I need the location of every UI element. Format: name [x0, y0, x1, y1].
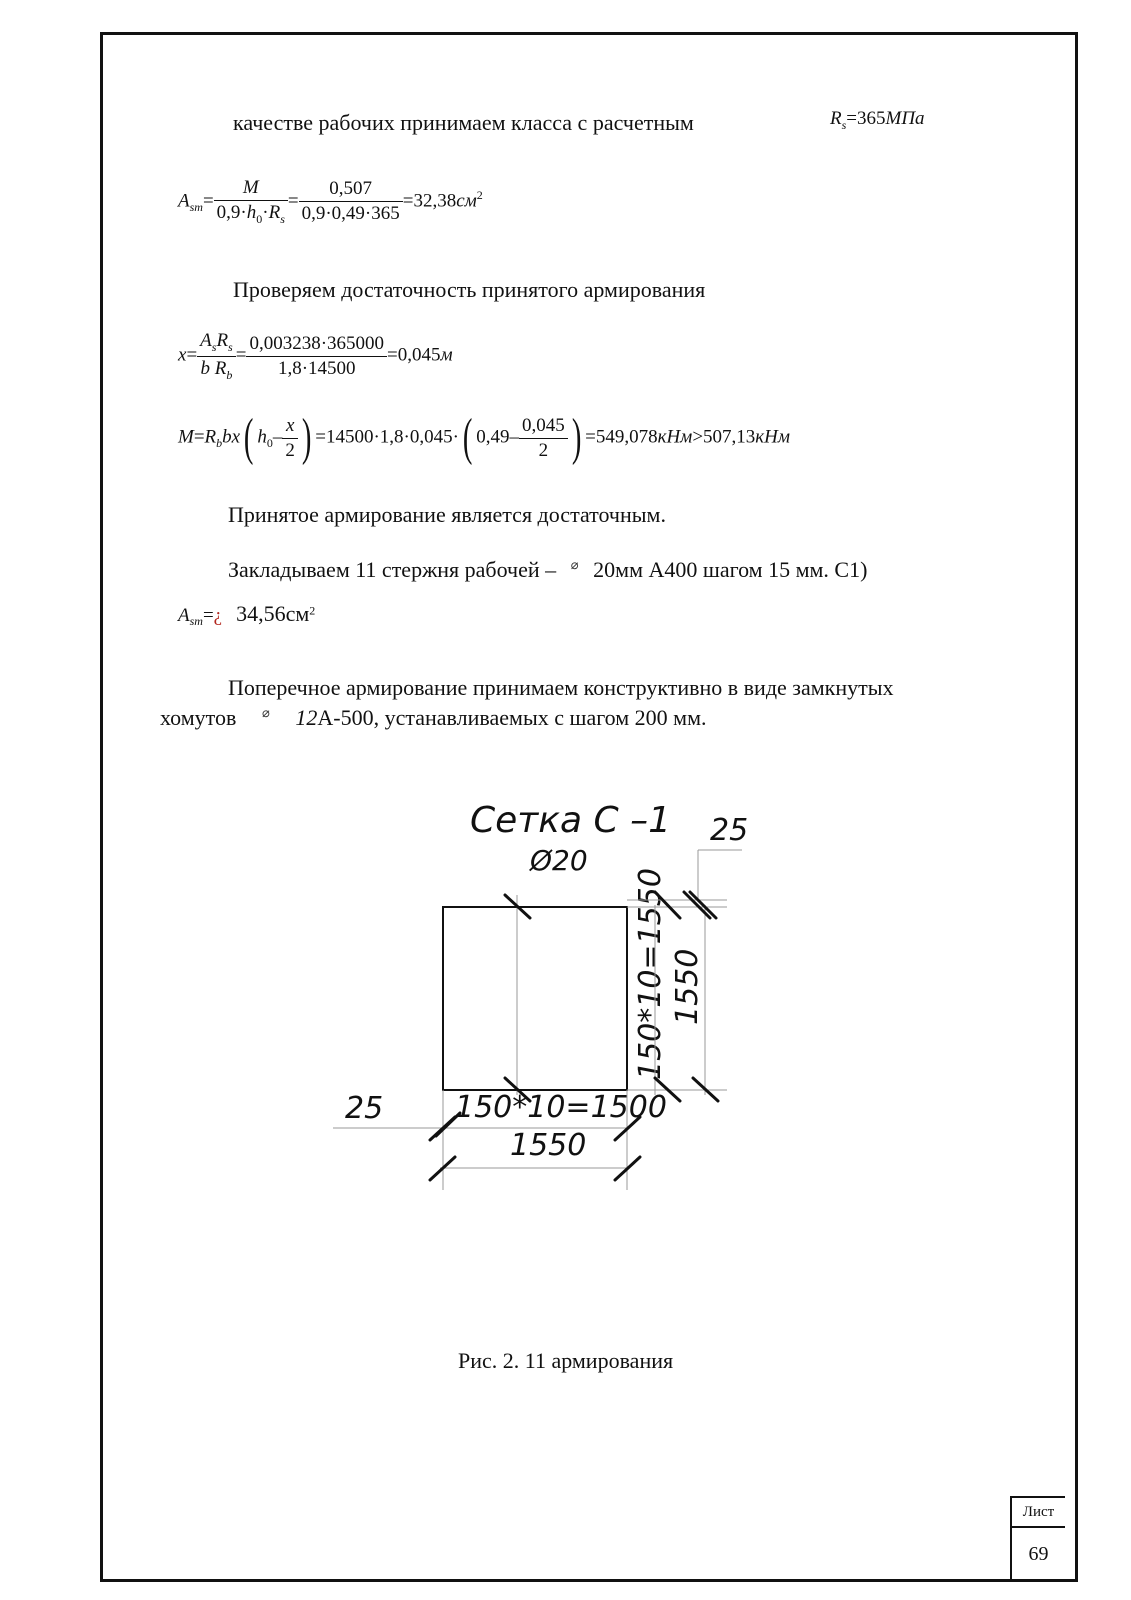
symbol-r-sub: b	[216, 436, 223, 451]
equals-sign: =	[235, 344, 247, 366]
dimension-left: 25	[345, 1091, 384, 1126]
formula-middle: =14500·1,8·0,045·	[315, 426, 459, 448]
minus-sign: –	[272, 426, 283, 448]
paragraph-text: хомутов	[160, 705, 237, 730]
symbol-value: =365	[846, 108, 886, 129]
fraction-2	[299, 178, 403, 225]
formula-result: =0,045	[387, 344, 441, 366]
formula-rs	[830, 108, 925, 133]
fraction-denominator: 1,8·14500	[277, 357, 356, 379]
den-h-sub: 0	[256, 211, 263, 226]
den-r-sub: b	[226, 367, 233, 382]
fraction-denominator	[197, 357, 236, 383]
formula-lhs: x	[178, 344, 187, 366]
formula-lhs-sub: sm	[189, 614, 203, 629]
formula-x	[178, 330, 453, 383]
dimension-vertical-inner: 150*10=1550	[633, 868, 668, 1080]
formula-unit: см	[456, 190, 477, 212]
paragraph-text: Закладываем 11 стержня рабочей –	[228, 557, 557, 582]
formula-result: =32,38	[402, 190, 457, 212]
formula-unit: кНм	[657, 426, 693, 448]
symbol-r: R	[830, 108, 842, 129]
formula-lhs: A	[178, 190, 190, 212]
right-paren-icon: )	[571, 409, 582, 466]
dimension-vertical-outer: 1550	[670, 948, 705, 1025]
equals-sign: =	[202, 605, 214, 626]
sheet-label: Лист	[1012, 1498, 1065, 1528]
paragraph-text: А-500, устанавливаемых с шагом 200 мм.	[317, 705, 707, 730]
paragraph-transverse-line1: Поперечное армирование принимаем конструктивно в виде замкнутых	[228, 675, 894, 700]
fraction-2	[246, 333, 387, 380]
den-h: h	[246, 202, 257, 223]
formula-unit: м	[440, 344, 453, 366]
den-dot: ·	[262, 202, 269, 223]
fraction-1	[214, 177, 288, 227]
formula-lhs: A	[178, 605, 190, 626]
num-r-sub: s	[228, 339, 233, 354]
drawing-title: Сетка С –1	[470, 800, 671, 841]
fraction-numerator	[197, 330, 236, 357]
den-r: R	[214, 357, 227, 379]
fraction-x-half	[282, 415, 298, 462]
paragraph-rebar	[228, 557, 867, 583]
den-r-sub: s	[280, 211, 285, 226]
mesh-drawing	[320, 780, 770, 1200]
left-paren-icon: (	[462, 409, 473, 466]
fraction-numerator: 0,507	[299, 178, 403, 202]
right-paren-icon: )	[301, 409, 312, 466]
fraction-denominator: 2	[538, 439, 549, 461]
figure-caption: Рис. 2. 11 армирования	[458, 1348, 674, 1373]
fraction-denominator	[214, 201, 288, 227]
dimension-top-right: 25	[710, 813, 749, 848]
formula-sup: 2	[309, 603, 316, 618]
fraction-denominator: 0,9·0,49·365	[301, 203, 400, 225]
symbol-h-sub: 0	[266, 436, 273, 451]
den-r: R	[268, 202, 281, 223]
formula-lhs: M	[178, 426, 194, 448]
equals-sign: =	[202, 190, 214, 212]
formula-unit-sup: 2	[476, 187, 483, 202]
formula-value: 0,49–	[476, 426, 520, 448]
left-paren-icon: (	[243, 409, 254, 466]
fraction-1	[197, 330, 236, 383]
drawing-diameter: Ø20	[530, 844, 588, 877]
fraction-numerator: M	[214, 177, 288, 201]
fraction-numerator: 0,045	[519, 415, 568, 439]
paragraph-check: Проверяем достаточность принятого армирования	[233, 277, 706, 302]
formula-unit: кНм	[755, 426, 791, 448]
formula-m	[178, 409, 791, 466]
sheet-number: 69	[1028, 1543, 1049, 1565]
formula-lhs-sub: sm	[189, 200, 203, 215]
symbol-unit: МПа	[885, 108, 925, 129]
num-a-sub: s	[211, 339, 217, 354]
question-mark-icon: ¿	[213, 605, 223, 626]
num-r: R	[216, 330, 229, 351]
formula-asm	[178, 177, 483, 227]
dimension-horizontal-inner: 150*10=1500	[455, 1090, 667, 1125]
equals-sign: =	[287, 190, 299, 212]
num-a: A	[200, 330, 212, 351]
dimension-horizontal-outer: 1550	[510, 1128, 587, 1163]
sheet-stamp	[1010, 1496, 1065, 1579]
den-part: 0,9·	[216, 202, 247, 223]
symbol-r: R	[204, 426, 217, 448]
formula-value: 34,56см	[236, 601, 310, 626]
diameter-icon: ⌀	[570, 557, 579, 572]
diameter-value: 12	[295, 705, 318, 730]
equals-sign: =	[193, 426, 205, 448]
fraction-numerator: 0,003238·365000	[246, 333, 387, 357]
paragraph-text: 20мм А400 шагом 15 мм. С1)	[593, 557, 868, 582]
paragraph-sufficient: Принятое армирование является достаточным.	[228, 502, 666, 527]
paragraph-reinforcement-class	[233, 110, 694, 136]
den-b: b	[200, 357, 210, 379]
fraction-numerator: x	[282, 415, 298, 439]
paragraph-transverse-line2	[160, 705, 707, 731]
symbol-bx: bx	[222, 426, 241, 448]
symbol-h: h	[257, 426, 267, 448]
fraction-2	[519, 415, 568, 462]
equals-sign: =	[186, 344, 198, 366]
mesh-outline	[443, 907, 627, 1090]
fraction-denominator: 2	[285, 439, 295, 461]
formula-asm-value	[178, 601, 315, 629]
formula-comparison: >507,13	[692, 426, 756, 448]
formula-result: =549,078	[585, 426, 658, 448]
diameter-icon: ⌀	[261, 705, 270, 720]
symbol-sub: s	[841, 117, 847, 132]
paragraph-text: качестве рабочих принимаем класса с расчетным	[233, 110, 694, 135]
